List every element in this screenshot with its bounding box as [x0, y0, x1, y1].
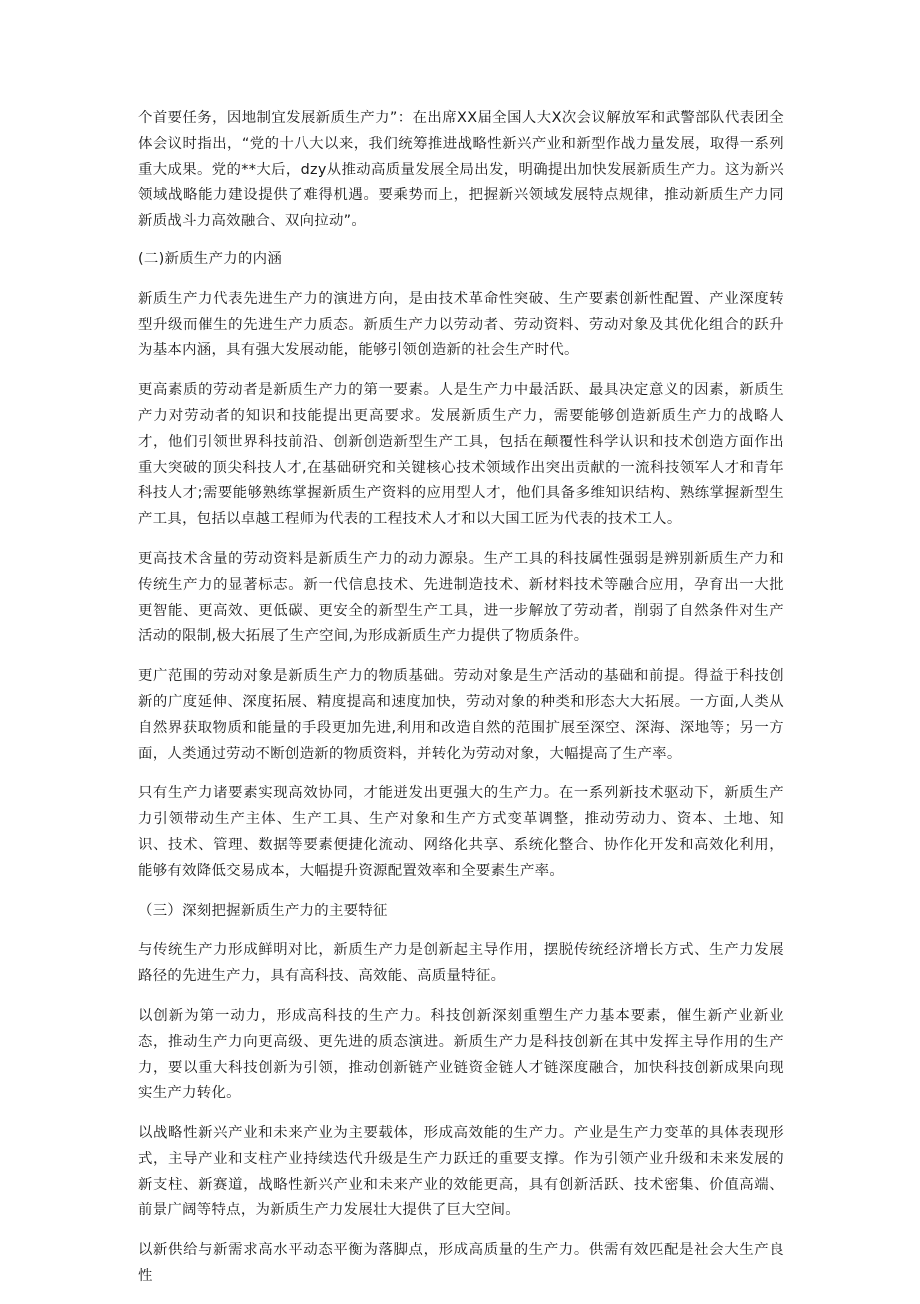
- paragraph-emerging-industries: 以战略性新兴产业和未来产业为主要载体，形成高效能的生产力。产业是生产力变革的具体表现形式，主导产业和支柱产业持续迭代升级是生产力跃迁的重要支撑。作为引领产业升级和未来发展的新支柱、新赛道，战略性新兴产业和未来产业的效能更高，具有创新活跃、技术密集、价值高端、前景广阔等特点，为新质生产力发展壮大提供了巨大空间。: [138, 1125, 784, 1219]
- section-heading-features: （三）深刻把握新质生产力的主要特征: [138, 902, 388, 919]
- document-page: [138, 106, 784, 1304]
- paragraph-innovation: 以创新为第一动力，形成高科技的生产力。科技创新深刻重塑生产力基本要素，催生新产业新业态，推动生产力向更高级、更先进的质态演进。新质生产力是科技创新在其中发挥主导作用的生产力，要以重大科技创新为引领，推动创新链产业链资金链人才链深度融合，加快科技创新成果向现实生产力转化。: [138, 1007, 784, 1102]
- paragraph-intro-quote: 个首要任务，因地制宜发展新质生产力”：在出席XX届全国人大X次会议解放军和武警部队代表团全体会议时指出，“党的十八大以来，我们统筹推进战略性新兴产业和新型作战力量发展，取得一系列重大成果。党的**大后，dzy从推动高质量发展全局出发，明确提出加快发展新质生产力。这为新兴领域战略能力建设提供了难得机遇。要乘势而上，把握新兴领域发展特点规律，推动新质生产力同新质战斗力高效融合、双向拉动”。: [138, 110, 784, 230]
- paragraph-features-overview: 与传统生产力形成鲜明对比，新质生产力是创新起主导作用，摆脱传统经济增长方式、生产力发展路径的先进生产力，具有高科技、高效能、高质量特征。: [138, 942, 784, 985]
- paragraph-labor-materials: 更高技术含量的劳动资料是新质生产力的动力源泉。生产工具的科技属性强弱是辨别新质生产力和传统生产力的显著标志。新一代信息技术、先进制造技术、新材料技术等融合应用，孕育出一大批更智能、更高效、更低碳、更安全的新型生产工具，进一步解放了劳动者，削弱了自然条件对生产活动的限制,极大拓展了生产空间,为形成新质生产力提供了物质条件。: [138, 550, 784, 645]
- paragraph-connotation-definition: 新质生产力代表先进生产力的演进方向，是由技术革命性突破、生产要素创新性配置、产业深度转型升级而催生的先进生产力质态。新质生产力以劳动者、劳动资料、劳动对象及其优化组合的跃升为基本内涵，具有强大发展动能，能够引领创造新的社会生产时代。: [138, 290, 784, 359]
- paragraph-supply-demand: 以新供给与新需求高水平动态平衡为落脚点，形成高质量的生产力。供需有效匹配是社会大生产良性: [138, 1242, 784, 1285]
- paragraph-coordination: 只有生产力诸要素实现高效协同，才能迸发出更强大的生产力。在一系列新技术驱动下，新质生产力引领带动生产主体、生产工具、生产对象和生产方式变革调整，推动劳动力、资本、土地、知识、技术、管理、数据等要素便捷化流动、网络化共享、系统化整合、协作化开发和高效化利用，能够有效降低交易成本，大幅提升资源配置效率和全要素生产率。: [138, 785, 784, 879]
- paragraph-laborers: 更高素质的劳动者是新质生产力的第一要素。人是生产力中最活跃、最具决定意义的因素，新质生产力对劳动者的知识和技能提出更高要求。发展新质生产力，需要能够创造新质生产力的战略人才，他们引领世界科技前沿、创新创造新型生产工具，包括在颠覆性科学认识和技术创造方面作出重大突破的顶尖科技人才,在基础研究和关键核心技术领域作出突出贡献的一流科技领军人才和青年科技人才;需要能够熟练掌握新质生产资料的应用型人才，他们具备多维知识结构、熟练掌握新型生产工具，包括以卓越工程师为代表的工程技术人才和以大国工匠为代表的技术工人。: [138, 382, 784, 528]
- paragraph-labor-objects: 更广范围的劳动对象是新质生产力的物质基础。劳动对象是生产活动的基础和前提。得益于科技创新的广度延伸、深度拓展、精度提高和速度加快，劳动对象的种类和形态大大拓展。一方面,人类从自然界获取物质和能量的手段更加先进,利用和改造自然的范围扩展至深空、深海、深地等；另一方面，人类通过劳动不断创造新的物质资料，并转化为劳动对象，大幅提高了生产率。: [138, 668, 784, 762]
- section-heading-connotation: (二)新质生产力的内涵: [138, 250, 283, 267]
